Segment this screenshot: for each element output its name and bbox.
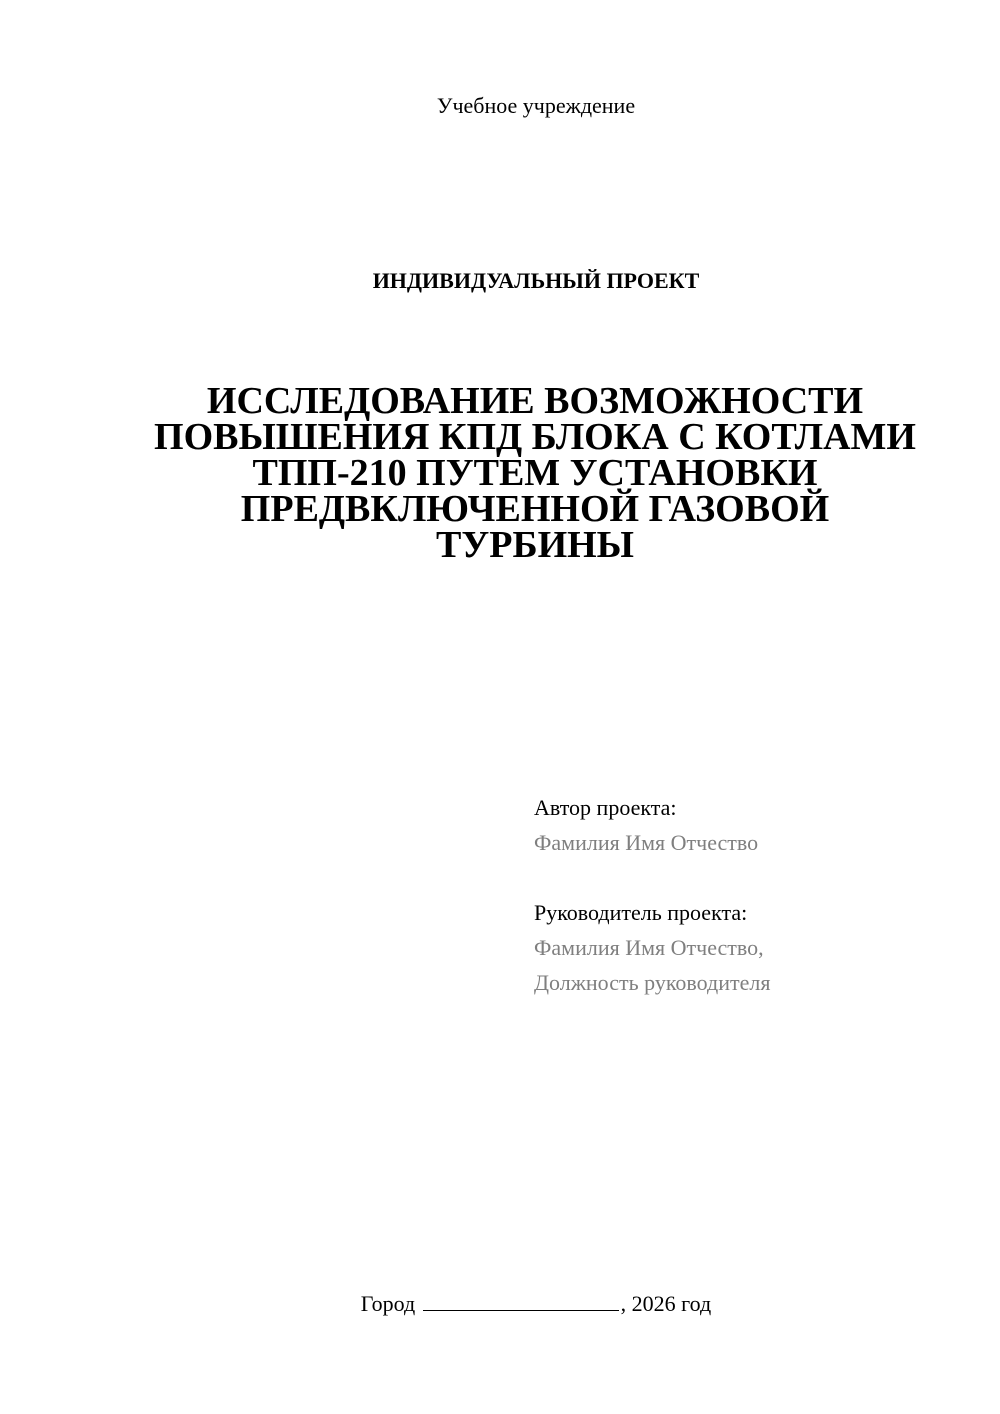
supervisor-block [534, 895, 974, 1000]
institution-name: Учебное учреждение [436, 93, 636, 118]
project-title-line: ИССЛЕДОВАНИЕ ВОЗМОЖНОСТИ [206, 380, 864, 422]
author-label: Автор проекта: [534, 795, 677, 820]
supervisor-label: Руководитель проекта: [534, 900, 748, 925]
project-title-line: ПРЕДВКЛЮЧЕННОЙ ГАЗОВОЙ [240, 488, 830, 530]
supervisor-position: Должность руководителя [534, 970, 771, 995]
city-year-footer [0, 1290, 1000, 1318]
supervisor-name: Фамилия Имя Отчество, [534, 935, 764, 960]
city-blank-line [423, 1292, 619, 1311]
city-label: Город [360, 1291, 416, 1316]
project-title-line: ТУРБИНЫ [436, 524, 634, 566]
project-title-line: ПОВЫШЕНИЯ КПД БЛОКА С КОТЛАМИ [154, 416, 916, 458]
project-title [140, 380, 930, 566]
project-title-line: ТПП-210 ПУТЕМ УСТАНОВКИ [252, 452, 818, 494]
project-type-heading: ИНДИВИДУАЛЬНЫЙ ПРОЕКТ [372, 268, 700, 293]
year-text: , 2026 год [620, 1291, 712, 1316]
author-name: Фамилия Имя Отчество [534, 830, 759, 855]
author-block [534, 790, 974, 860]
